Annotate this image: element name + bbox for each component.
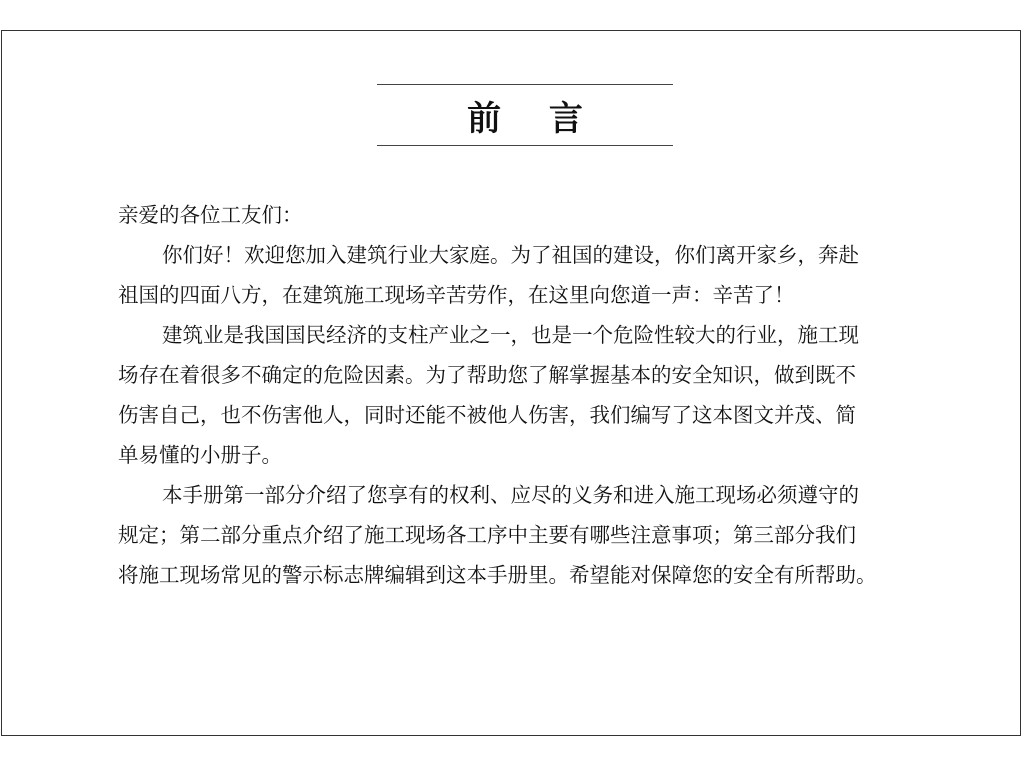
paragraph-3-line-3: 将施工现场常见的警示标志牌编辑到这本手册里。希望能对保障您的安全有所帮助。 <box>118 563 877 587</box>
paragraph-2-line-2: 场存在着很多不确定的危险因素。为了帮助您了解掌握基本的安全知识，做到既不 <box>118 363 856 387</box>
paragraph-2-line-1: 建筑业是我国国民经济的支柱产业之一，也是一个危险性较大的行业，施工现 <box>162 323 859 347</box>
paragraph-1-line-2: 祖国的四面八方，在建筑施工现场辛苦劳作，在这里向您道一声：辛苦了！ <box>118 283 795 307</box>
paragraph-2-line-3: 伤害自己，也不伤害他人，同时还能不被他人伤害，我们编写了这本图文并茂、简 <box>118 403 856 427</box>
paragraph-3-line-2: 规定；第二部分重点介绍了施工现场各工序中主要有哪些注意事项；第三部分我们 <box>118 523 856 547</box>
paragraph-3-line-1: 本手册第一部分介绍了您享有的权利、应尽的义务和进入施工现场必须遵守的 <box>162 483 859 507</box>
paragraph-2-line-4: 单易懂的小册子。 <box>118 443 282 467</box>
paragraph-1-line-1: 你们好！欢迎您加入建筑行业大家庭。为了祖国的建设，你们离开家乡，奔赴 <box>162 243 859 267</box>
preface-body <box>118 195 934 595</box>
title-block <box>377 84 673 146</box>
greeting: 亲爱的各位工友们： <box>118 203 303 227</box>
page-title: 前 言 <box>467 98 601 139</box>
